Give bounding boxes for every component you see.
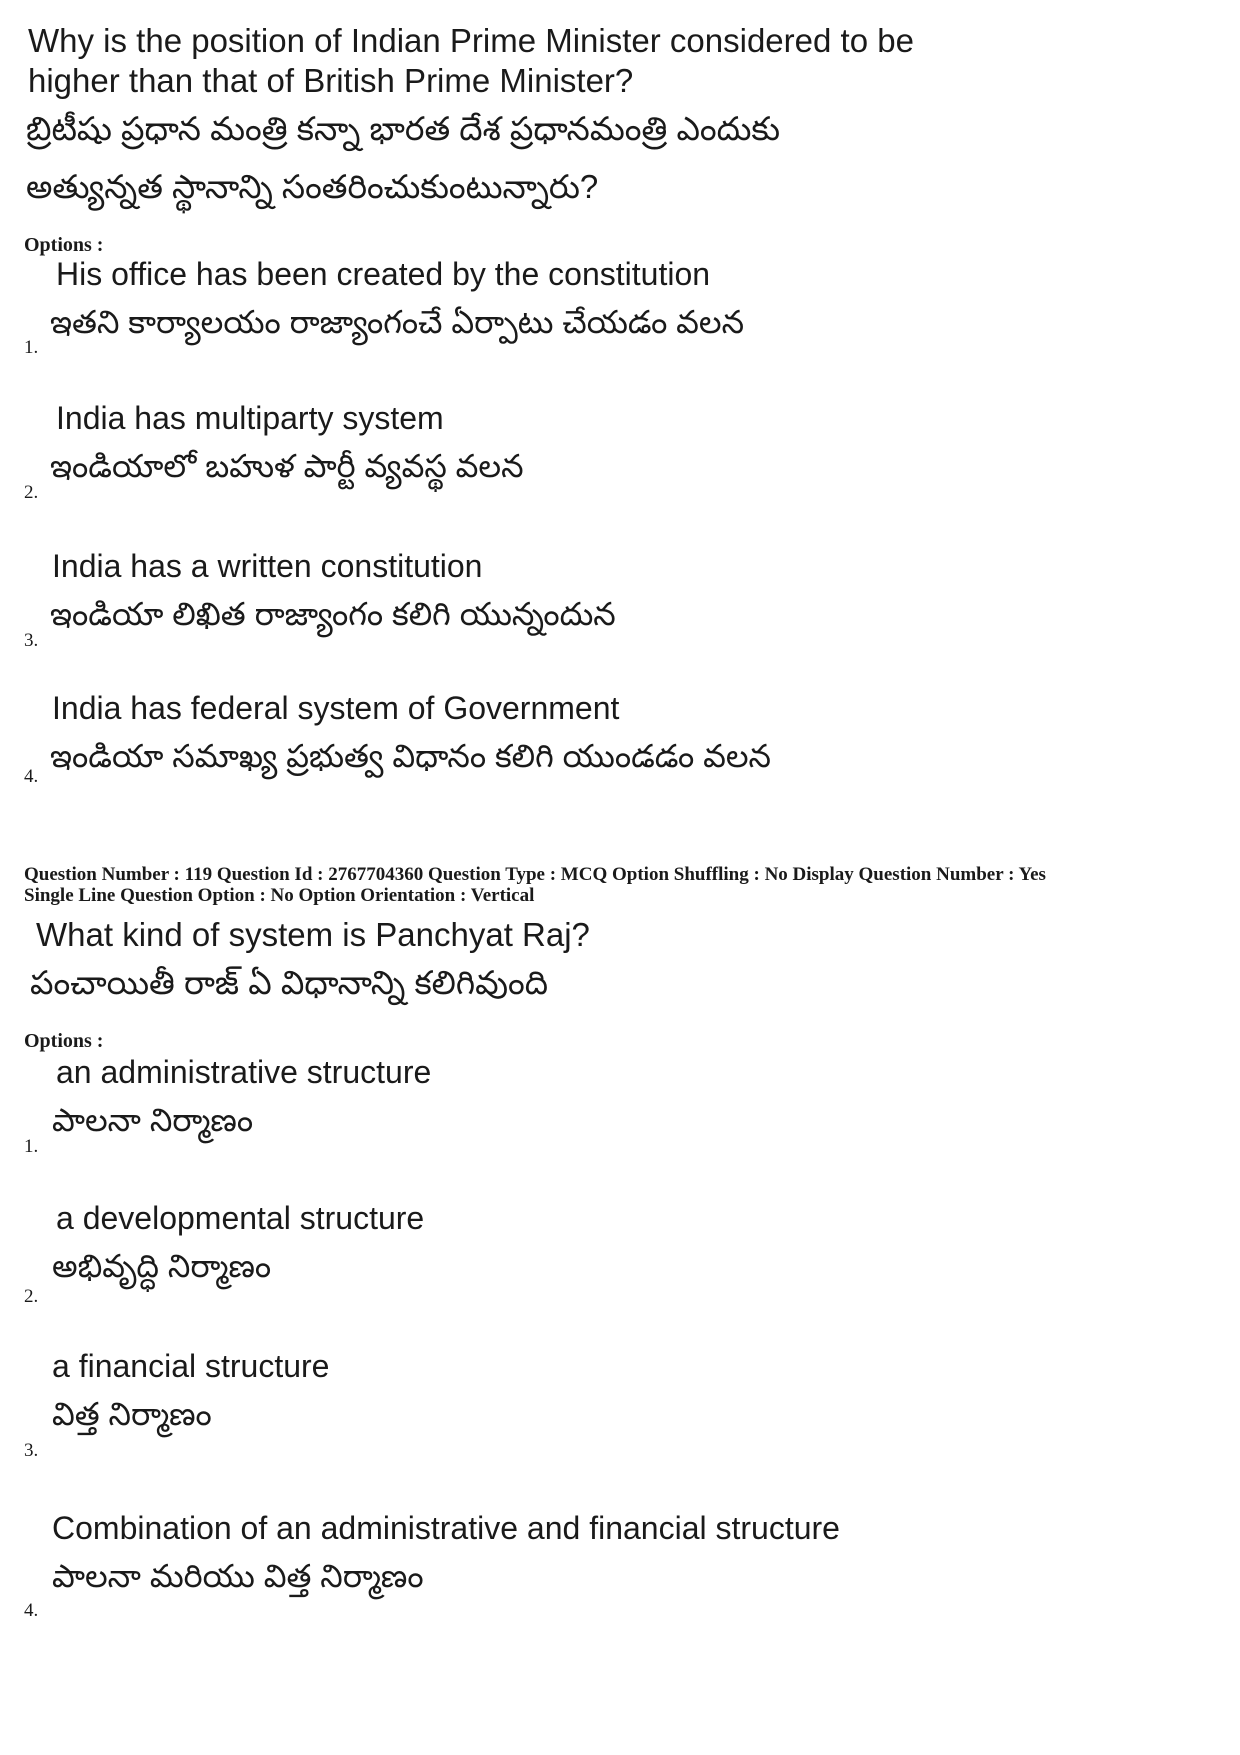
option-text-en: a financial structure	[52, 1348, 330, 1384]
question-text-te-line1: బ్రిటీషు ప్రధాన మంత్రి కన్నా భారత దేశ ప్రధానమంత్రి ఎందుకు	[26, 110, 781, 147]
option-number: 4.	[24, 766, 39, 787]
option-text-en: His office has been created by the constitution	[56, 256, 711, 292]
option-number: 4.	[24, 1600, 39, 1621]
option-text-te: అభివృద్ధి నిర్మాణం	[52, 1248, 272, 1284]
option-text-en: India has federal system of Government	[52, 690, 620, 726]
option-text-en: India has a written constitution	[52, 548, 483, 584]
option-number: 2.	[24, 1286, 39, 1307]
question-text-te-line2: అత్యున్నత స్థానాన్ని సంతరించుకుంటున్నారు?	[26, 168, 599, 205]
option-text-te: పాలనా నిర్మాణం	[52, 1102, 254, 1138]
option-text-en: a developmental structure	[56, 1200, 425, 1236]
option-number: 1.	[24, 337, 39, 358]
option-text-te: ఇండియా సమాఖ్య ప్రభుత్వ విధానం కలిగి యుండడం వలన	[50, 738, 771, 774]
option-number: 2.	[24, 482, 39, 503]
question-meta-line1: Question Number : 119 Question Id : 2767704360 Question Type : MCQ Option Shuffling : No Display Question Number : Yes	[24, 864, 1046, 885]
question-text-en-line2: higher than that of British Prime Minister?	[28, 62, 634, 99]
option-number: 1.	[24, 1136, 39, 1157]
option-text-en: India has multiparty system	[56, 400, 444, 436]
option-text-en: an administrative structure	[56, 1054, 432, 1090]
options-label: Options :	[24, 1030, 104, 1052]
option-text-te: విత్త నిర్మాణం	[52, 1396, 212, 1432]
option-text-te: పాలనా మరియు విత్త నిర్మాణం	[52, 1558, 424, 1594]
question-meta-line2: Single Line Question Option : No Option Orientation : Vertical	[24, 885, 535, 906]
option-number: 3.	[24, 1440, 39, 1461]
options-label: Options :	[24, 234, 104, 256]
option-number: 3.	[24, 630, 39, 651]
option-text-en: Combination of an administrative and financial structure	[52, 1510, 840, 1546]
question-text-en-line1: Why is the position of Indian Prime Minister considered to be	[28, 22, 914, 59]
question-text-te: పంచాయితీ రాజ్ ఏ విధానాన్ని కలిగివుంది	[30, 964, 549, 1001]
option-text-te: ఇండియా లిఖిత రాజ్యాంగం కలిగి యున్నందున	[50, 596, 616, 632]
option-text-te: ఇతని కార్యాలయం రాజ్యాంగంచే ఏర్పాటు చేయడం వలన	[50, 304, 745, 340]
option-text-te: ఇండియాలో బహుళ పార్టీ వ్యవస్థ వలన	[50, 448, 524, 484]
question-text-en: What kind of system is Panchyat Raj?	[36, 916, 590, 953]
